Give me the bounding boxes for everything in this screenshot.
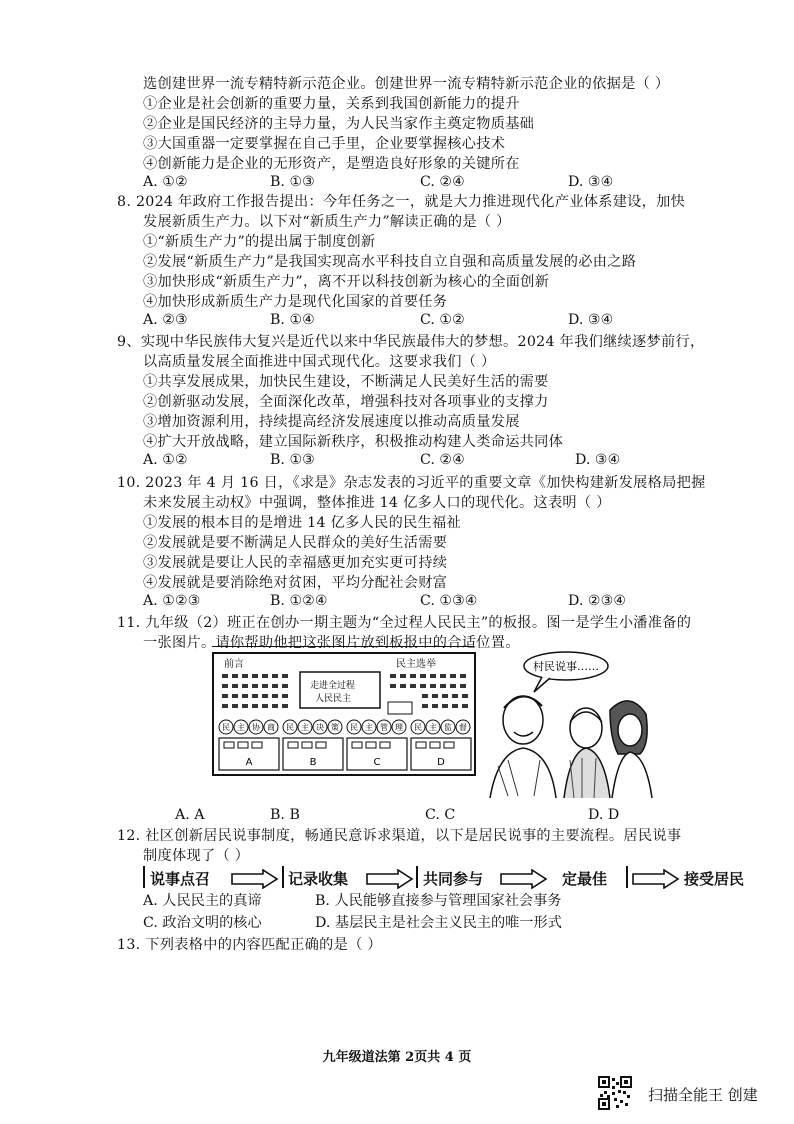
svg-text:民: 民 — [414, 723, 422, 732]
flow-arrow-4-icon — [632, 869, 680, 889]
q8-option-a: A. ②③ — [143, 312, 188, 328]
svg-text:民: 民 — [350, 723, 358, 732]
q7-item-3: ③大国重器一定要掌握在自己手里，企业要掌握核心技术 — [143, 136, 506, 152]
svg-text:督: 督 — [459, 723, 467, 732]
q12-stem-1: 12. 社区创新居民说事制度，畅通民意诉求渠道，以下是居民说事的主要流程。居民说事 — [117, 828, 682, 844]
q11-option-d: D. D — [588, 807, 620, 823]
q8-option-b: B. ①④ — [270, 312, 315, 328]
flow-bar-3 — [416, 866, 418, 888]
q7-stem: 选创建世界一流专精特新示范企业。创建世界一流专精特新示范企业的依据是（ ） — [143, 76, 670, 92]
q8-stem-2: 发展新质生产力。以下对“新质生产力”解读正确的是（ ） — [143, 214, 511, 230]
q12-option-c: C. 政治文明的核心 — [143, 915, 262, 931]
q10-option-d: D. ②③④ — [568, 593, 627, 609]
flow-step-5: 接受居民 — [684, 870, 745, 888]
q7-item-1: ①企业是社会创新的重要力量，关系到我国创新能力的提升 — [143, 96, 520, 112]
q10-item-2: ②发展就是要不断满足人民群众的美好生活需要 — [143, 535, 448, 551]
flow-arrow-2-icon — [366, 869, 414, 889]
q7-option-b: B. ①③ — [270, 174, 315, 190]
flow-bar-4 — [626, 866, 628, 888]
divider-line — [212, 646, 474, 647]
board-center-title: 走进全过程 — [310, 681, 356, 691]
flow-arrow-1-icon — [231, 869, 279, 889]
q10-item-1: ①发展的根本目的是增进 14 亿多人民的民生福祉 — [143, 515, 462, 531]
q7-item-4: ④创新能力是企业的无形资产，是塑造良好形象的关键所在 — [143, 156, 520, 172]
q9-item-3: ③增加资源利用，持续提高经济发展速度以推动高质量发展 — [143, 414, 520, 430]
svg-text:监: 监 — [444, 723, 452, 732]
svg-text:B: B — [309, 757, 317, 768]
svg-text:协: 协 — [252, 723, 260, 732]
q9-option-a: A. ①② — [143, 452, 188, 468]
page-footer: 九年级道法第 2页共 4 页 — [322, 1050, 472, 1065]
svg-text:策: 策 — [331, 723, 339, 732]
speech-text: 村民说事…… — [533, 660, 599, 673]
svg-text:主: 主 — [301, 723, 309, 732]
flow-step-2: 记录收集 — [288, 870, 349, 888]
svg-text:民: 民 — [286, 723, 294, 732]
svg-text:民: 民 — [222, 723, 230, 732]
q8-item-4: ④加快形成新质生产力是现代化国家的首要任务 — [143, 294, 448, 310]
board-figure — [212, 652, 476, 776]
q8-option-c: C. ①② — [420, 312, 465, 328]
q8-option-d: D. ③④ — [568, 312, 614, 328]
q10-option-b: B. ①②④ — [270, 593, 328, 609]
svg-text:决: 决 — [316, 723, 324, 732]
flow-step-4: 定最佳 — [562, 870, 608, 888]
scanner-watermark: 扫描全能王 创建 — [648, 1086, 758, 1104]
q10-option-c: C. ①③④ — [420, 593, 478, 609]
q11-stem-1: 11. 九年级（2）班正在创办一期主题为“全过程人民民主”的板报。图一是学生小潘准备的 — [117, 615, 692, 631]
old-man-face — [570, 708, 602, 748]
q11-stem-2: 一张图片。请你帮助他把这张图片放到板报中的合适位置。 — [143, 635, 520, 651]
flow-step-1: 说事点召 — [150, 870, 211, 888]
q7-option-d: D. ③④ — [568, 174, 614, 190]
q10-item-3: ③发展就是要让人民的幸福感更加充实更可持续 — [143, 555, 448, 571]
q8-item-1: ①“新质生产力”的提出属于制度创新 — [143, 234, 376, 250]
q11-option-a: A. A — [175, 807, 205, 823]
woman-body — [612, 752, 652, 798]
q9-option-c: C. ②④ — [420, 452, 465, 468]
q12-option-d: D. 基层民主是社会主义民主的唯一形式 — [315, 915, 562, 931]
q8-stem-1: 8. 2024 年政府工作报告提出：今年任务之一，就是大力推进现代化产业体系建设，加快 — [117, 194, 686, 210]
flow-left-bar — [143, 866, 145, 888]
q7-option-c: C. ②④ — [420, 174, 465, 190]
svg-text:管: 管 — [380, 723, 388, 732]
q10-stem-2: 未来发展主动权》中强调，整体推进 14 亿多人口的现代化。这表明（ ） — [143, 495, 611, 511]
q9-option-d: D. ③④ — [575, 452, 621, 468]
flow-arrow-3-icon — [500, 869, 548, 889]
svg-text:主: 主 — [237, 723, 245, 732]
q9-option-b: B. ①③ — [270, 452, 315, 468]
board-election: 民主选举 — [396, 659, 436, 670]
villagers-cartoon — [478, 648, 658, 798]
q9-item-4: ④扩大开放战略，建立国际新秩序，积极推动构建人类命运共同体 — [143, 434, 564, 450]
svg-text:A: A — [245, 757, 253, 768]
q12-option-a: A. 人民民主的真谛 — [143, 893, 262, 909]
flow-bar-2 — [282, 866, 284, 888]
ballot-box-icon — [388, 702, 412, 714]
woman-face — [618, 714, 642, 746]
qr-code-icon — [598, 1076, 632, 1110]
q7-item-2: ②企业是国民经济的主导力量，为人民当家作主奠定物质基础 — [143, 116, 535, 132]
q11-option-b: B. B — [270, 807, 300, 823]
svg-text:D: D — [437, 757, 445, 768]
q8-item-2: ②发展“新质生产力”是我国实现高水平科技自立自强和高质量发展的必由之路 — [143, 254, 637, 270]
svg-text:主: 主 — [365, 723, 373, 732]
q9-item-1: ①共享发展成果，加快民生建设，不断满足人民美好生活的需要 — [143, 374, 549, 390]
q8-item-3: ③加快形成“新质生产力”，离不开以科技创新为核心的全面创新 — [143, 274, 550, 290]
q10-option-a: A. ①②③ — [143, 593, 201, 609]
flow-step-3: 共同参与 — [423, 870, 484, 888]
q10-item-4: ④发展就是要消除绝对贫困，平均分配社会财富 — [143, 575, 448, 591]
q7-option-a: A. ①② — [143, 174, 188, 190]
q9-stem-2: 以高质量发展全面推进中国式现代化。这要求我们（ ） — [143, 354, 496, 370]
q12-stem-2: 制度体现了（ ） — [143, 848, 250, 864]
q11-option-c: C. C — [425, 807, 456, 823]
svg-text:商: 商 — [267, 723, 275, 732]
q12-option-b: B. 人民能够直接参与管理国家社会事务 — [315, 893, 562, 909]
q13-stem: 13. 下列表格中的内容匹配正确的是（ ） — [117, 937, 382, 953]
q9-item-2: ②创新驱动发展，全面深化改革，增强科技对各项事业的支撑力 — [143, 394, 549, 410]
board-center-sub: 人民民主 — [315, 694, 352, 704]
board-preface: 前言 — [224, 659, 244, 670]
svg-text:理: 理 — [395, 723, 403, 732]
q10-stem-1: 10. 2023 年 4 月 16 日，《求是》杂志发表的习近平的重要文章《加快构建新发展格局把握 — [117, 475, 706, 491]
svg-text:C: C — [373, 757, 381, 768]
q9-stem-1: 9、实现中华民族伟大复兴是近代以来中华民族最伟大的梦想。2024 年我们继续逐梦前行， — [117, 334, 705, 350]
svg-text:主: 主 — [429, 723, 437, 732]
